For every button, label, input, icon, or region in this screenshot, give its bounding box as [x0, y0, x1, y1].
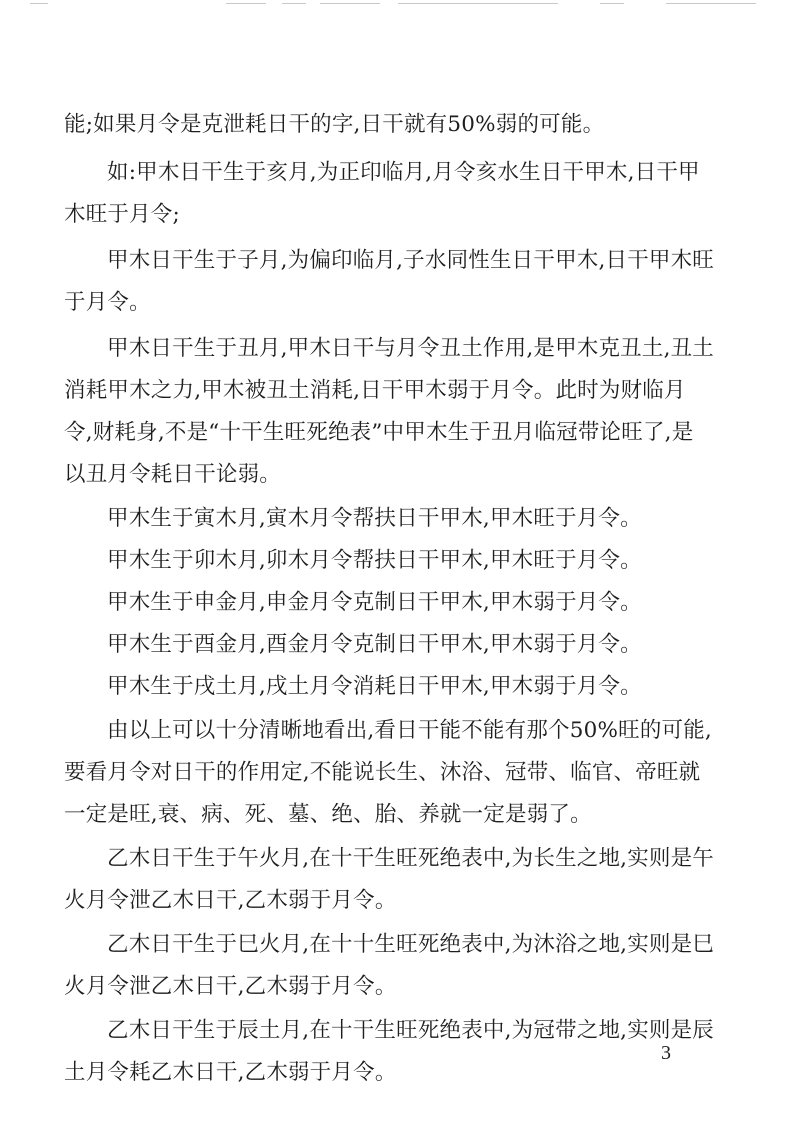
- paragraph-3: 甲木日干生于子月,为偏印临月,子水同性生日干甲木,日干甲木旺于月令。: [64, 248, 715, 315]
- paragraph-12: 乙木日干生于巳火月,在十十生旺死绝表中,为沐浴之地,实则是巳火月令泄乙木日干,乙木弱于月令。: [64, 932, 715, 999]
- paragraph-4: 甲木日干生于丑月,甲木日干与月令丑土作用,是甲木克丑土,丑土消耗甲木之力,甲木被丑土消耗,日干甲木弱于月令。此时为财临月令,财耗身,不是“十干生旺死绝表”中甲木生于丑月临冠带论旺了,是以丑月令耗日干论弱。: [64, 336, 715, 487]
- paragraph-5: 甲木生于寅木月,寅木月令帮扶日干甲木,甲木旺于月令。: [107, 506, 642, 531]
- paragraph-1: 能;如果月令是克泄耗日干的字,日干就有50%弱的可能。: [64, 112, 605, 137]
- paragraph-13: 乙木日干生于辰土月,在十干生旺死绝表中,为冠带之地,实则是辰土月令耗乙木日干,乙木弱于月令。: [64, 1018, 715, 1085]
- body-text: [64, 104, 714, 1094]
- paragraph-6: 甲木生于卯木月,卯木月令帮扶日干甲木,甲木旺于月令。: [107, 548, 642, 573]
- paragraph-9: 甲木生于戌土月,戌土月令消耗日干甲木,甲木弱于月令。: [107, 674, 642, 699]
- paragraph-11: 乙木日干生于午火月,在十干生旺死绝表中,为长生之地,实则是午火月令泄乙木日干,乙木弱于月令。: [64, 846, 715, 913]
- page-number: 3: [661, 1042, 671, 1064]
- paragraph-10: 由以上可以十分清晰地看出,看日干能不能有那个50%旺的可能,要看月令对日干的作用定,不能说长生、沐浴、冠带、临官、帝旺就一定是旺,衰、病、死、墓、绝、胎、养就一定是弱了。: [64, 718, 712, 827]
- paragraph-2: 如:甲木日干生于亥月,为正印临月,月令亥水生日干甲木,日干甲木旺于月令;: [64, 160, 700, 227]
- paragraph-8: 甲木生于酉金月,酉金月令克制日干甲木,甲木弱于月令。: [107, 632, 642, 657]
- scan-edge-marks: [0, 0, 798, 14]
- paragraph-7: 甲木生于申金月,申金月令克制日干甲木,甲木弱于月令。: [107, 590, 642, 615]
